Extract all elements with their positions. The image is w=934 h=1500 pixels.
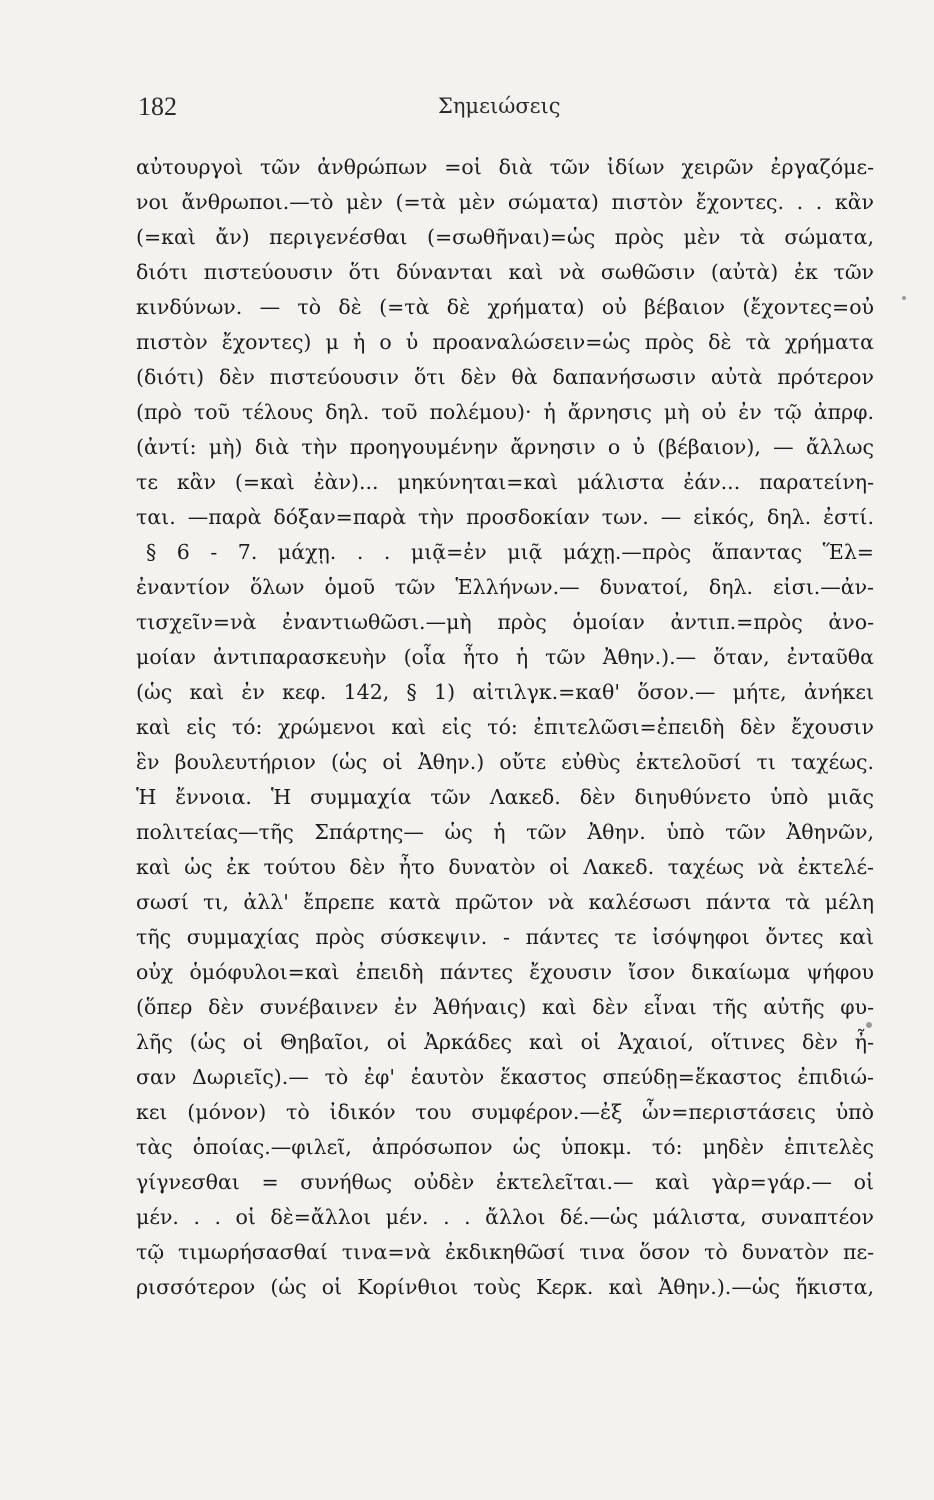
page-header	[138, 92, 868, 126]
text-line: (ὅπερ δὲν συνέβαινεν ἐν Ἀθήναις) καὶ δὲν εἶναι τῆς αὐτῆς φυ-	[136, 995, 874, 1019]
section-start-line: § 6 - 7. μάχῃ. . . μιᾷ=ἐν μιᾷ μάχῃ.—πρὸς ἅπαντας Ἕλ=	[146, 540, 874, 564]
text-line: μέν. . . οἱ δὲ=ἄλλοι μέν. . . ἄλλοι δέ.—ὡς μάλιστα, συναπτέον	[136, 1205, 874, 1229]
text-line: κει (μόνον) τὸ ἰδικόν του συμφέρον.—ἐξ ὧν=περιστάσεις ὑπὸ	[136, 1100, 874, 1124]
text-line: ἓν βουλευτήριον (ὡς οἱ Ἀθην.) οὔτε εὐθὺς ἐκτελοῦσί τι ταχέως.	[136, 750, 874, 774]
text-line: (=καὶ ἄν) περιγενέσθαι (=σωθῆναι)=ὡς πρὸς μὲν τὰ σώματα,	[136, 225, 874, 249]
text-line: σαν Δωριεῖς).— τὸ ἐφ' ἑαυτὸν ἕκαστος σπεύδῃ=ἕκαστος ἐπιδιώ-	[136, 1065, 874, 1089]
text-line: (ὡς καὶ ἐν κεφ. 142, § 1) αἰτιλγκ.=καθ' ὅσον.— μήτε, ἀνήκει	[136, 680, 874, 704]
text-line: τῷ τιμωρήσασθαί τινα=νὰ ἐκδικηθῶσί τινα ὅσον τὸ δυνατὸν πε-	[136, 1240, 874, 1264]
text-line: (πρὸ τοῦ τέλους δηλ. τοῦ πολέμου)· ἡ ἄρνησις μὴ οὐ ἐν τῷ ἀπρφ.	[136, 400, 874, 424]
text-line: Ἡ ἔννοια. Ἡ συμμαχία τῶν Λακεδ. δὲν διηυθύνετο ὑπὸ μιᾶς	[136, 785, 874, 809]
text-line: διότι πιστεύουσιν ὅτι δύνανται καὶ νὰ σωθῶσιν (αὐτὰ) ἐκ τῶν	[136, 260, 874, 284]
text-line: ἐναντίον ὅλων ὁμοῦ τῶν Ἑλλήνων.— δυνατοί, δηλ. εἰσι.—ἀν-	[136, 575, 874, 599]
text-line: καὶ εἰς τό: χρώμενοι καὶ εἰς τό: ἐπιτελῶσι=ἐπειδὴ δὲν ἔχουσιν	[136, 715, 874, 739]
text-line: τῆς συμμαχίας πρὸς σύσκεψιν. - πάντες τε ἰσόψηφοι ὄντες καὶ	[136, 925, 874, 949]
text-line: (διότι) δὲν πιστεύουσιν ὅτι δὲν θὰ δαπανήσωσιν αὐτὰ πρότερον	[136, 365, 874, 389]
text-line: καὶ ὡς ἐκ τούτου δὲν ἦτο δυνατὸν οἱ Λακεδ. ταχέως νὰ ἐκτελέ-	[136, 855, 874, 879]
text-line: (ἀντί: μὴ) διὰ τὴν προηγουμένην ἄρνησιν ο ὐ (βέβαιον), — ἄλλως	[136, 435, 874, 459]
text-line: τισχεῖν=νὰ ἐναντιωθῶσι.—μὴ πρὸς ὁμοίαν ἀντιπ.=πρὸς ἀνο-	[136, 610, 874, 634]
paper-speck	[902, 296, 906, 300]
text-line: τὰς ὁποίας.—φιλεῖ, ἀπρόσωπον ὡς ὑποκμ. τό: μηδὲν ἐπιτελὲς	[136, 1135, 874, 1159]
text-line: νοι ἄνθρωποι.—τὸ μὲν (=τὰ μὲν σώματα) πιστὸν ἔχοντες. . . κἂν	[136, 190, 874, 214]
text-line: λῆς (ὡς οἱ Θηβαῖοι, οἱ Ἀρκάδες καὶ οἱ Ἀχαιοί, οἵτινες δὲν ἦ-	[136, 1030, 874, 1054]
running-head: Σημειώσεις	[438, 94, 561, 118]
text-line: ται. —παρὰ δόξαν=παρὰ τὴν προσδοκίαν των. — εἰκός, δηλ. ἐστί.	[136, 505, 874, 529]
text-line: πολιτείας—τῆς Σπάρτης— ὡς ἡ τῶν Ἀθην. ὑπὸ τῶν Ἀθηνῶν,	[136, 820, 874, 844]
text-line: πιστὸν ἔχοντες) μ ἡ ο ὑ προαναλώσειν=ὡς πρὸς δὲ τὰ χρήματα	[136, 330, 874, 354]
paper-speck	[866, 1022, 872, 1028]
text-line: σωσί τι, ἀλλ' ἔπρεπε κατὰ πρῶτον νὰ καλέσωσι πάντα τὰ μέλη	[136, 890, 874, 914]
text-line: αὐτουργοὶ τῶν ἀνθρώπων =οἱ διὰ τῶν ἰδίων χειρῶν ἐργαζόμε-	[136, 155, 874, 179]
text-line: ρισσότερον (ὡς οἱ Κορίνθιοι τοὺς Κερκ. καὶ Ἀθην.).—ὡς ἥκιστα,	[136, 1275, 874, 1299]
notes-body-text	[136, 150, 874, 1305]
text-line: κινδύνων. — τὸ δὲ (=τὰ δὲ χρήματα) οὐ βέβαιον (ἔχοντες=οὐ	[136, 295, 874, 319]
text-line: τε κἂν (=καὶ ἐὰν)... μηκύνηται=καὶ μάλιστα ἐάν... παρατείνη-	[136, 470, 874, 494]
page-number: 182	[138, 92, 177, 121]
text-line: γίγνεσθαι = συνήθως οὐδὲν ἐκτελεῖται.— καὶ γὰρ=γάρ.— οἱ	[136, 1170, 874, 1194]
text-line: μοίαν ἀντιπαρασκευὴν (οἷα ἦτο ἡ τῶν Ἀθην.).— ὅταν, ἐνταῦθα	[136, 645, 874, 669]
text-line: οὐχ ὁμόφυλοι=καὶ ἐπειδὴ πάντες ἔχουσιν ἴσον δικαίωμα ψήφου	[136, 960, 874, 984]
